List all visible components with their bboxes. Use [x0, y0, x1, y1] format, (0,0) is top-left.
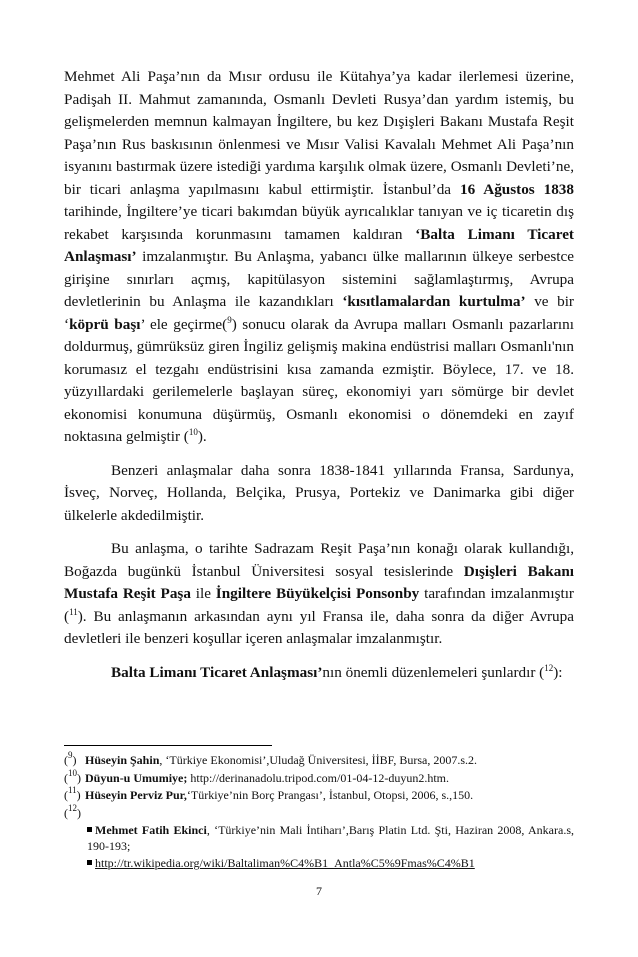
- paragraph-2: Benzeri anlaşmalar daha sonra 1838-1841 yıllarında Fransa, Sardunya, İsveç, Norveç, Hollanda, Belçika, Prusya, Portekiz ve Danimarka gibi diğer ülkelerle akdedilmiştir.: [64, 461, 574, 524]
- paragraph-3: Bu anlaşma, o tarihte Sadrazam Reşit Paşa’nın konağı olarak kullandığı, Boğazda bugünkü İstanbul Üniversitesi sosyal tesislerinde Dışişleri Bakanı Mustafa Reşit Paşa ile İngiltere Büyükelçisi Ponsonby tarafından imzalanmıştır ($^{11}$). Bu anlaşmanın arkasından aynı yıl Fransa ile, daha sonra da diğer Avrupa devletleri ile benzeri koşullar içeren anlaşmalar imzalanmıştır.: [64, 540, 574, 647]
- treaty-name: ‘Balta Limanı Ticaret Anlaşması’: [64, 225, 574, 265]
- page-number: 7: [316, 884, 322, 898]
- footnote-ref-10[interactable]: 10: [188, 427, 198, 437]
- footnote-10: ($^{10}$) Düyun-u Umumiye; http://derinanadolu.tripod.com/01-04-12-duyun2.htm.: [64, 767, 449, 785]
- paragraph-1: Mehmet Ali Paşa’nın da Mısır ordusu ile Kütahya’ya kadar ilerlemesi üzerine, Padişah II. Mahmut zamanında, Osmanlı Devleti Rusya’dan yardım istemiş, bu gelişmelerden memnun kalmayan İngiltere, bu kez Dışişleri Bakanı Mustafa Reşit Paşa’nın Rus baskısının önlenmesi ve Mısır Valisi Kavalalı Mehmet Ali Paşa’nın isyanını bastırmak üzere istediği yardıma karşılık olmak üzere, Osmanlı Devleti’ne, bir ticari anlaşma yapılmasını kabul ettirmiştir. İstanbul’da 16 Ağustos 1838 tarihinde, İngiltere’ye ticari bakımdan büyük ayrıcalıklar tanıyan ve iç ticaretin dış rekabet karşısında korunmasını tamamen kaldıran ‘Balta Limanı Ticaret Anlaşması’ imzalanmıştır. Bu Anlaşma, yabancı ülke mallarının ülkeye serbestce girişine sınırları açmış, kapitülasyon sistemini sağlamlaştırmış, Avrupa devletlerinin bu Anlaşma ile kazandıkları ‘kısıtlamalardan kurtulma’ ve bir ‘köprü başı’ ele geçirme($^9$) sonucu olarak da Avrupa malları Osmanlı pazarlarını doldurmuş, gümrüksüz giren İngiliz gelişmiş makina endüstrisi malları Osmanlı'nın korumasız el tezgahı endüstrisini kısa zamanda ezmiştir. Böylece, 17. ve 18. yüzyıllardaki gerilemelerle başlayan süreç, ekonomiyi yarı sömürge bir devlet ekonomisi konumuna düşürmüş, Osmanlı ekonomisi o dönemdeki en zayıf noktasına gelmiştir ($^{10}$).: [64, 68, 574, 445]
- footnote-9: ($^9$) Hüseyin Şahin, ‘Türkiye Ekonomisi’,Uludağ Üniversitesi, İİBF, Bursa, 2007.s.2.: [64, 750, 478, 767]
- square-bullet-icon: [87, 827, 92, 832]
- body-text: [64, 66, 574, 684]
- paragraph-4: Balta Limanı Ticaret Anlaşması’nın önemli düzenlemeleri şunlardır ($^{12}$):: [111, 662, 563, 681]
- footnote-ref-11[interactable]: 11: [69, 606, 78, 617]
- footnote-12: ($^{12}$): [64, 802, 81, 820]
- square-bullet-icon: [87, 860, 92, 865]
- footnote-ref-12[interactable]: 12: [544, 662, 554, 673]
- date-highlight: 16 Ağustos 1838: [459, 180, 574, 198]
- footnotes: [64, 750, 574, 874]
- wikipedia-link[interactable]: http://tr.wikipedia.org/wiki/Baltaliman%C4%B1_Antla%C5%9Fmas%C4%B1: [95, 856, 475, 870]
- footnote-12-item-2: [87, 856, 574, 872]
- footnote-11: ($^{11}$) Hüseyin Perviz Pur,‘Türkiye’nin Borç Prangası’, İstanbul, Otopsi, 2006, s.,150.: [64, 785, 474, 802]
- footnote-12-item-1: Mehmet Fatih Ekinci, ‘Türkiye’nin Mali İntiharı’,Barış Platin Ltd. Şti, Haziran 2008, Ankara.s, 190-193;: [87, 823, 574, 853]
- footnote-divider: [64, 745, 272, 746]
- footnote-ref-9[interactable]: 9: [227, 314, 232, 325]
